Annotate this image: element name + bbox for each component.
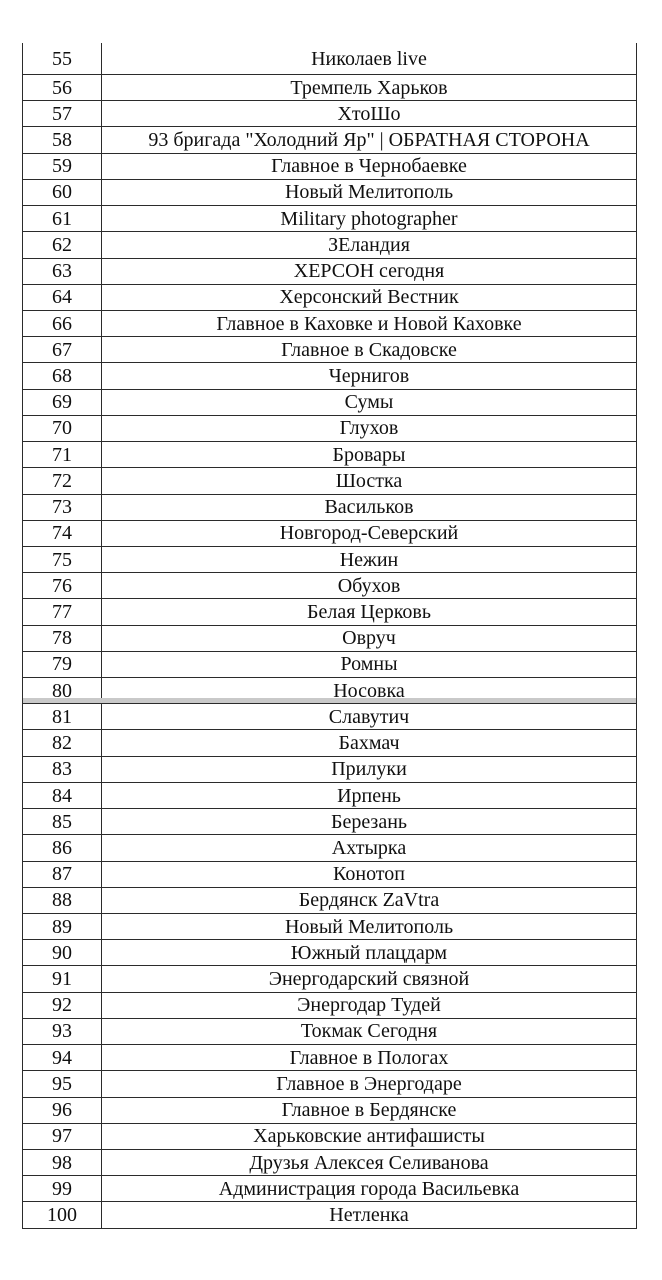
channel-name: Обухов [337,574,401,597]
table-row [23,703,636,729]
channel-name: Шостка [335,469,403,492]
row-number: 71 [23,442,102,467]
channel-name: Славутич [328,705,410,728]
channel-name: Энергодар Тудей [297,994,441,1017]
channel-name: Харьковские антифашисты [253,1125,485,1148]
channel-name: Овруч [342,627,396,650]
row-number: 68 [23,363,102,388]
row-number: 97 [23,1124,102,1149]
row-number: 77 [23,599,102,624]
channel-name: Бердянск ZaVtra [298,889,440,912]
row-number: 95 [23,1071,102,1096]
channel-name: ХЕРСОН сегодня [293,260,445,283]
row-number: 99 [23,1176,102,1201]
channel-name: Главное в Чернобаевке [271,155,467,178]
row-number: 92 [23,993,102,1018]
table-row [23,1018,636,1044]
channel-name: Новгород-Северский [279,522,459,545]
channel-name: Нетленка [329,1204,409,1227]
row-number: 73 [23,495,102,520]
channel-name: ЗЕландия [328,233,410,256]
table-row [23,415,636,441]
table-row [23,625,636,651]
channel-name: Прилуки [331,758,407,781]
row-number: 84 [23,783,102,808]
table-row [23,939,636,965]
table-row [23,284,636,310]
channel-name: Главное в Энергодаре [276,1072,462,1095]
row-number: 72 [23,468,102,493]
table-row [23,677,636,703]
table-row [23,336,636,362]
channel-name: Ирпень [337,784,401,807]
channel-name: Military photographer [280,207,458,230]
row-number: 63 [23,259,102,284]
channel-name: Энергодарский связной [268,968,470,991]
row-number: 74 [23,521,102,546]
table-row [23,126,636,152]
table-row [23,205,636,231]
row-number: 78 [23,626,102,651]
row-number: 67 [23,337,102,362]
channel-name: Николаев live [311,47,427,70]
channel-name: 93 бригада "Холодний Яр" | ОБРАТНАЯ СТОРОНА [148,129,590,152]
row-number: 60 [23,180,102,205]
row-number: 75 [23,547,102,572]
channel-name: Тремпель Харьков [290,76,448,99]
channel-name: Ромны [340,653,398,676]
channel-name: Херсонский Вестник [279,286,459,309]
table-row [23,1175,636,1201]
channel-name: Главное в Скадовске [281,338,457,361]
channel-name: Главное в Бердянске [281,1099,457,1122]
row-number: 58 [23,127,102,152]
table-row [23,467,636,493]
row-number: 88 [23,888,102,913]
row-number: 79 [23,652,102,677]
channel-name: Администрация города Васильевка [218,1177,520,1200]
row-number: 90 [23,940,102,965]
table-row [23,756,636,782]
table-row [23,782,636,808]
row-number: 55 [23,43,102,74]
table-row [23,362,636,388]
row-number: 93 [23,1019,102,1044]
channel-name: Васильков [324,496,414,519]
table-row [23,1044,636,1070]
channel-name: Белая Церковь [306,600,431,623]
table-row [23,1097,636,1123]
table-row [23,651,636,677]
channel-name: Глухов [339,417,399,440]
row-number: 89 [23,914,102,939]
table-row [23,494,636,520]
row-number: 69 [23,390,102,415]
table-row [23,74,636,100]
row-number: 61 [23,206,102,231]
row-number: 91 [23,966,102,991]
channel-name: Токмак Сегодня [300,1020,438,1043]
channel-name: Новый Мелитополь [284,915,454,938]
table-row [23,992,636,1018]
table-row [23,1149,636,1175]
row-number: 85 [23,809,102,834]
table-row [23,572,636,598]
table-row [23,913,636,939]
row-number: 82 [23,730,102,755]
row-number: 87 [23,862,102,887]
table-row [23,808,636,834]
table-row [23,153,636,179]
table-row [23,546,636,572]
channel-name: Ахтырка [331,836,407,859]
row-number: 94 [23,1045,102,1070]
table-row [23,965,636,991]
channel-name: Носовка [333,679,405,702]
row-number: 81 [23,704,102,729]
row-number: 56 [23,75,102,100]
channel-name: ХтоШо [337,102,401,125]
channel-name: Березань [330,810,408,833]
row-number: 98 [23,1150,102,1175]
channel-name: Конотоп [333,863,405,886]
channel-name: Чернигов [328,365,410,388]
channel-table [22,43,637,1229]
row-number: 83 [23,757,102,782]
table-row [23,520,636,546]
row-number: 62 [23,232,102,257]
row-number: 76 [23,573,102,598]
table-row [23,179,636,205]
channel-name: Главное в Каховке и Новой Каховке [216,312,522,335]
channel-name: Бровары [332,443,406,466]
table-row [23,231,636,257]
row-number: 59 [23,154,102,179]
channel-name: Южный плацдарм [290,941,448,964]
table-row [23,834,636,860]
table-row [23,861,636,887]
table-row [23,1201,636,1227]
row-number: 86 [23,835,102,860]
channel-name: Друзья Алексея Селиванова [249,1151,489,1174]
table-row [23,441,636,467]
table-row [23,887,636,913]
row-number: 66 [23,311,102,336]
row-number: 96 [23,1098,102,1123]
table-row [23,389,636,415]
row-number: 100 [23,1202,102,1227]
table-row [23,729,636,755]
row-number: 57 [23,101,102,126]
table-row [23,598,636,624]
channel-name: Нежин [339,548,399,571]
table-row [23,310,636,336]
table-row [23,258,636,284]
channel-name: Сумы [344,391,394,414]
row-number: 80 [23,678,102,703]
row-number: 64 [23,285,102,310]
table-row [23,1070,636,1096]
channel-name: Бахмач [338,732,400,755]
table-row [23,43,636,74]
channel-name: Главное в Пологах [289,1046,449,1069]
table-row [23,1123,636,1149]
table-row [23,100,636,126]
channel-name: Новый Мелитополь [284,181,454,204]
row-number: 70 [23,416,102,441]
